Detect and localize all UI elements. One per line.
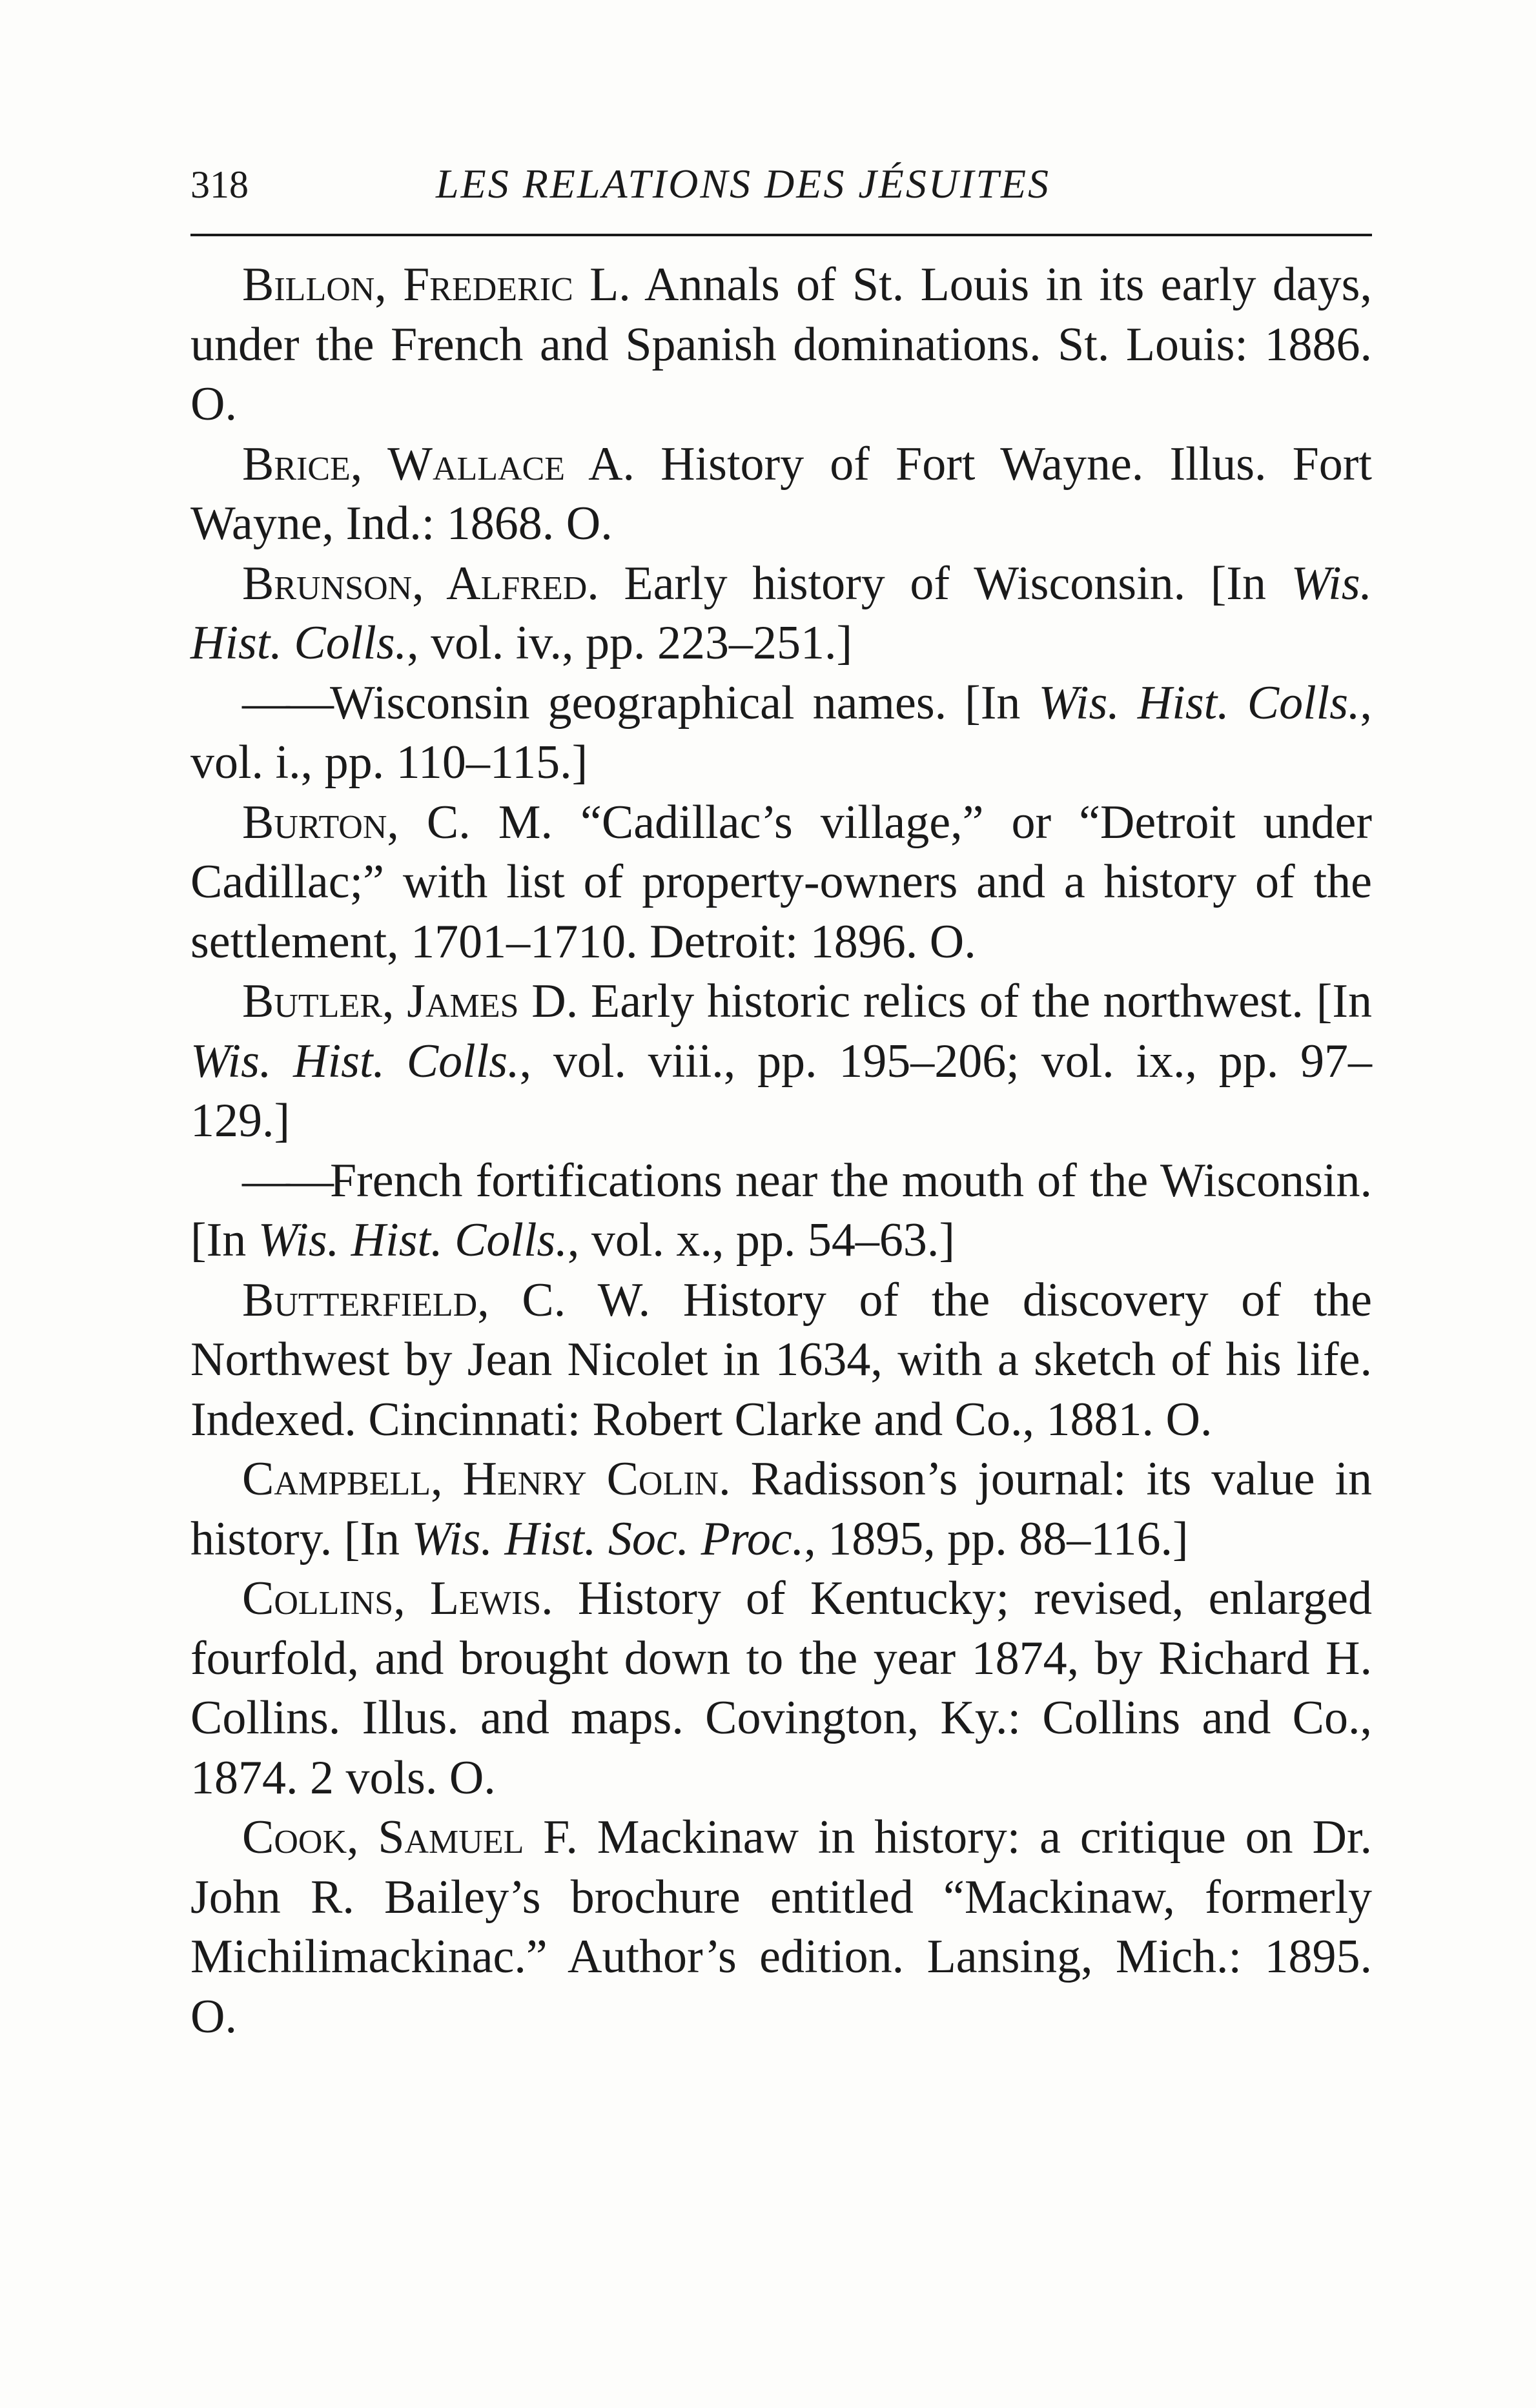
bibliography-entry <box>190 1808 1372 2046</box>
bibliography-entry <box>190 1449 1372 1569</box>
bibliography-entry <box>190 1270 1372 1450</box>
bibliography-entry <box>190 673 1372 793</box>
entry-text: Early history of Wisconsin. [In <box>599 556 1291 610</box>
entry-source-title: Wis. Hist. Colls. <box>258 1214 568 1267</box>
entry-author: Billon, Frederic L. <box>242 258 631 311</box>
running-title: LES RELATIONS DES JÉSUITES <box>436 161 1051 207</box>
entry-text: , vol. x., pp. 54–63.] <box>567 1214 956 1267</box>
entry-text: Annals of St. Louis in its early days, under the French and Spanish dominations. St. Louis: 1886. O. <box>190 258 1372 431</box>
ditto-dash: —— <box>242 676 330 730</box>
entry-author: Brunson, Alfred. <box>242 556 599 610</box>
bibliography-entry <box>190 1151 1372 1270</box>
entry-author: Campbell, Henry Colin. <box>242 1453 731 1505</box>
entry-author: Cook, Samuel F. <box>242 1811 578 1864</box>
header-rule <box>190 234 1372 236</box>
page-number: 318 <box>190 163 249 206</box>
entry-source-title: Wis. Hist. Colls. <box>190 1034 520 1088</box>
entry-text: , vol. iv., pp. 223–251.] <box>407 617 853 669</box>
bibliography-entry <box>190 255 1372 434</box>
entry-author: Burton, C. M. <box>242 795 553 849</box>
bibliography-entry <box>190 434 1372 554</box>
bibliography-entry <box>190 793 1372 972</box>
entry-text: Wisconsin geographical names. [In <box>330 676 1039 730</box>
entry-author: Butterfield, C. W. <box>242 1273 651 1327</box>
entry-text: Mackinaw in history: a critique on Dr. John R. Bailey’s brochure entitled “Mackinaw, formerly Michilimackinac.” Author’s edition. Lansing, Mich.: 1895. O. <box>190 1811 1372 2043</box>
entry-text: , 1895, pp. 88–116.] <box>804 1512 1189 1566</box>
entry-source-title: Wis. Hist. Colls. <box>190 556 1373 669</box>
entry-author: Butler, James D. <box>242 975 579 1028</box>
bibliography-entry <box>190 554 1372 673</box>
page-header <box>190 155 1372 226</box>
entry-text: , vol. viii., pp. 195–206; vol. ix., pp. 97–129.] <box>190 1034 1372 1147</box>
ditto-dash: —— <box>242 1154 330 1207</box>
bibliography-entry <box>190 972 1372 1151</box>
bibliography-entries <box>190 255 1372 2046</box>
entry-text: “Cadillac’s village,” or “Detroit under Cadillac;” with list of property-owners and a history of the settlement, 1701–1710. Detroit: 1896. O. <box>190 795 1372 968</box>
entry-text: , vol. i., pp. 110–115.] <box>190 676 1372 789</box>
entry-author: Collins, Lewis. <box>242 1572 553 1625</box>
entry-text: French fortifications near the mouth of the Wisconsin. [In <box>190 1154 1372 1267</box>
entry-text: History of the discovery of the Northwest by Jean Nicolet in 1634, with a sketch of his life. Indexed. Cincinnati: Robert Clarke and Co., 1881. O. <box>190 1273 1372 1446</box>
bibliography-entry <box>190 1569 1372 1808</box>
entry-text: History of Fort Wayne. Illus. Fort Wayne, Ind.: 1868. O. <box>190 437 1372 550</box>
entry-text: History of Kentucky; revised, enlarged fourfold, and brought down to the year 1874, by Richard H. Collins. Illus. and maps. Covington, Ky.: Collins and Co., 1874. 2 vols. O. <box>190 1572 1373 1804</box>
entry-source-title: Wis. Hist. Colls. <box>1038 676 1360 730</box>
entry-text: Early historic relics of the northwest. [In <box>578 975 1372 1028</box>
entry-source-title: Wis. Hist. Soc. Proc. <box>411 1512 804 1566</box>
entry-author: Brice, Wallace A. <box>242 437 635 491</box>
entry-text: Radisson’s journal: its value in history. [In <box>190 1453 1372 1566</box>
